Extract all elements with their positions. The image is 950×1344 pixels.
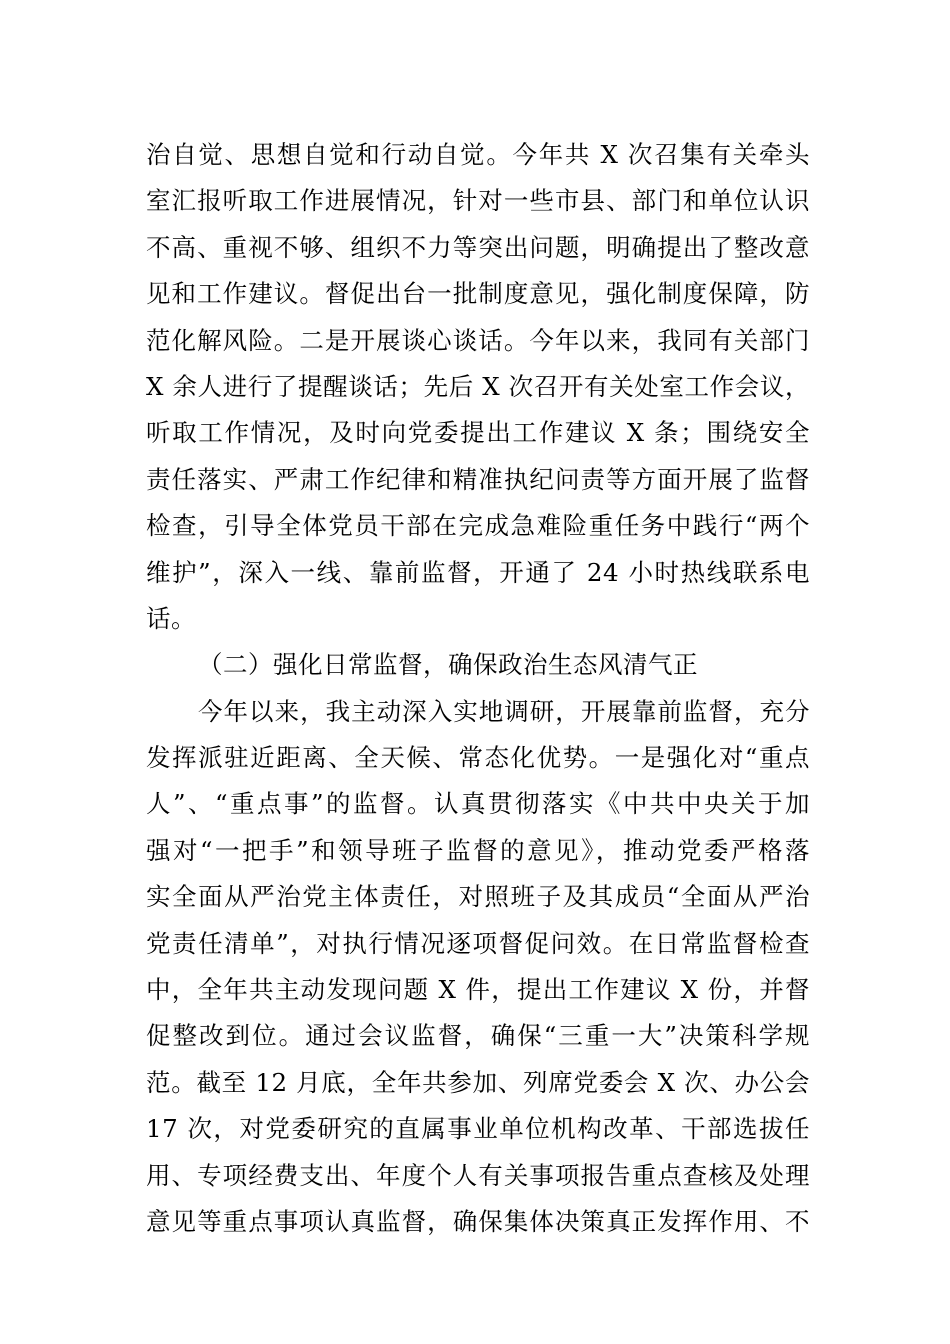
text-line: 范。截至 12 月底，全年共参加、列席党委会 X 次、办公会	[146, 1067, 810, 1097]
text-line: 今年以来，我主动深入实地调研，开展靠前监督，充分	[198, 696, 810, 726]
text-line: 意见等重点事项认真监督，确保集体决策真正发挥作用、不	[146, 1206, 810, 1236]
text-line: X 余人进行了提醒谈话；先后 X 次召开有关处室工作会议，	[146, 371, 810, 401]
text-line: 见和工作建议。督促出台一批制度意见，强化制度保障，防	[146, 279, 810, 309]
text-line: 治自觉、思想自觉和行动自觉。今年共 X 次召集有关牵头	[146, 140, 810, 169]
paragraph-1	[146, 132, 810, 642]
body-text	[146, 132, 810, 1245]
text-line: 促整改到位。通过会议监督，确保“三重一大”决策科学规	[146, 1021, 810, 1051]
text-line: 用、专项经费支出、年度个人有关事项报告重点查核及处理	[146, 1160, 810, 1190]
text-line: 室汇报听取工作进展情况，针对一些市县、部门和单位认识	[146, 186, 810, 216]
section-heading: （二）强化日常监督，确保政治生态风清气正	[198, 650, 698, 680]
text-line: 17 次，对党委研究的直属事业单位机构改革、干部选拔任	[146, 1114, 810, 1144]
text-line: 强对“一把手”和领导班子监督的意见》，推动党委严格落	[146, 835, 810, 865]
text-line: 实全面从严治党主体责任，对照班子及其成员“全面从严治	[146, 882, 810, 912]
text-line: 话。	[146, 603, 196, 633]
text-line: 范化解风险。二是开展谈心谈话。今年以来，我同有关部门	[146, 325, 810, 355]
text-line: 发挥派驻近距离、全天候、常态化优势。一是强化对“重点	[146, 743, 810, 773]
text-line: 人”、“重点事”的监督。认真贯彻落实《中共中央关于加	[146, 789, 810, 819]
text-line: 中，全年共主动发现问题 X 件，提出工作建议 X 份，并督	[146, 975, 810, 1005]
text-line: 责任落实、严肃工作纪律和精准执纪问责等方面开展了监督	[146, 464, 810, 494]
text-line: 维护”，深入一线、靠前监督，开通了 24 小时热线联系电	[146, 557, 810, 587]
paragraph-2	[146, 689, 810, 1246]
text-line: 党责任清单”，对执行情况逐项督促问效。在日常监督检查	[146, 928, 810, 958]
text-line: 检查，引导全体党员干部在完成急难险重任务中践行“两个	[146, 511, 810, 541]
text-line: 听取工作情况，及时向党委提出工作建议 X 条；围绕安全	[146, 418, 810, 448]
text-line: 不高、重视不够、组织不力等突出问题，明确提出了整改意	[146, 232, 810, 262]
